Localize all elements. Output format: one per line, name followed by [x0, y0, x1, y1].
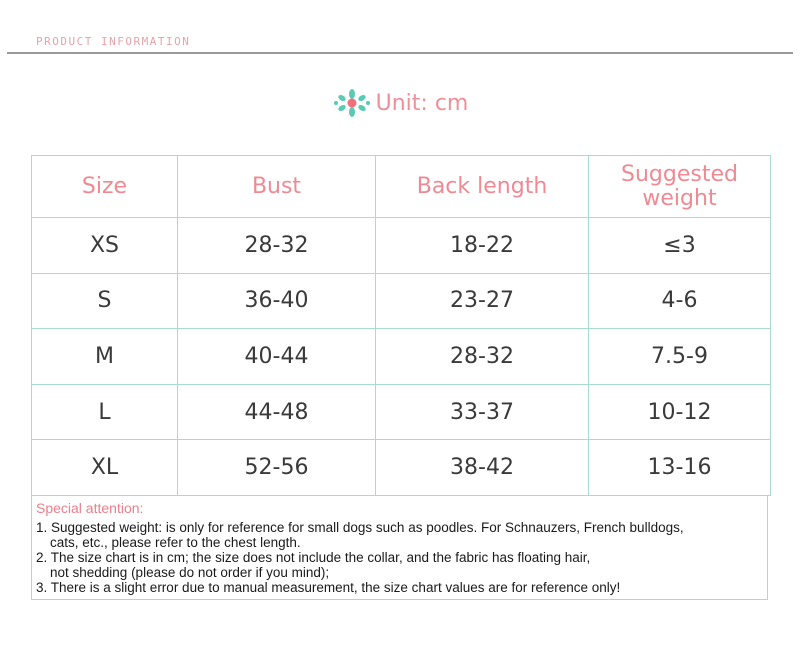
size-cell: XS: [32, 218, 178, 274]
header-suggested-weight: Suggested weight: [589, 156, 771, 218]
bust-cell: 44-48: [178, 384, 376, 440]
size-cell: XL: [32, 440, 178, 496]
note-line: not shedding (please do not order if you mind);: [50, 565, 330, 580]
table-row: [32, 384, 771, 440]
size-cell: M: [32, 329, 178, 385]
weight-cell: ≤3: [589, 218, 771, 274]
weight-cell: 13-16: [589, 440, 771, 496]
unit-label: Unit: cm: [375, 90, 469, 116]
flower-icon: [332, 88, 372, 118]
note-line: 1. Suggested weight: is only for reference for small dogs such as poodles. For Schnauzers, French bulldogs,: [36, 520, 684, 535]
header-divider: [7, 52, 793, 54]
bust-cell: 28-32: [178, 218, 376, 274]
back-length-cell: 28-32: [376, 329, 589, 385]
weight-cell: 10-12: [589, 384, 771, 440]
note-line: 3. There is a slight error due to manual measurement, the size chart values are for reference only!: [36, 580, 621, 595]
note-line: 2. The size chart is in cm; the size does not include the collar, and the fabric has floating hair,: [36, 550, 591, 565]
weight-cell: 7.5-9: [589, 329, 771, 385]
table-row: [32, 218, 771, 274]
header-title: PRODUCT INFORMATION: [36, 35, 191, 48]
back-length-cell: 23-27: [376, 273, 589, 329]
table-row: [32, 273, 771, 329]
unit-row: [0, 88, 800, 118]
header-size: Size: [32, 156, 178, 218]
size-cell: L: [32, 384, 178, 440]
back-length-cell: 33-37: [376, 384, 589, 440]
size-cell: S: [32, 273, 178, 329]
bust-cell: 40-44: [178, 329, 376, 385]
notes-title: Special attention:: [36, 500, 144, 516]
table-row: [32, 440, 771, 496]
notes-box: [31, 496, 768, 600]
weight-cell: 4-6: [589, 273, 771, 329]
size-chart-table: [31, 155, 771, 496]
back-length-cell: 18-22: [376, 218, 589, 274]
table-row: [32, 329, 771, 385]
header-bust: Bust: [178, 156, 376, 218]
header-back-length: Back length: [376, 156, 589, 218]
back-length-cell: 38-42: [376, 440, 589, 496]
bust-cell: 36-40: [178, 273, 376, 329]
note-line: cats, etc., please refer to the chest length.: [50, 535, 301, 550]
table-header-row: [32, 156, 771, 218]
bust-cell: 52-56: [178, 440, 376, 496]
